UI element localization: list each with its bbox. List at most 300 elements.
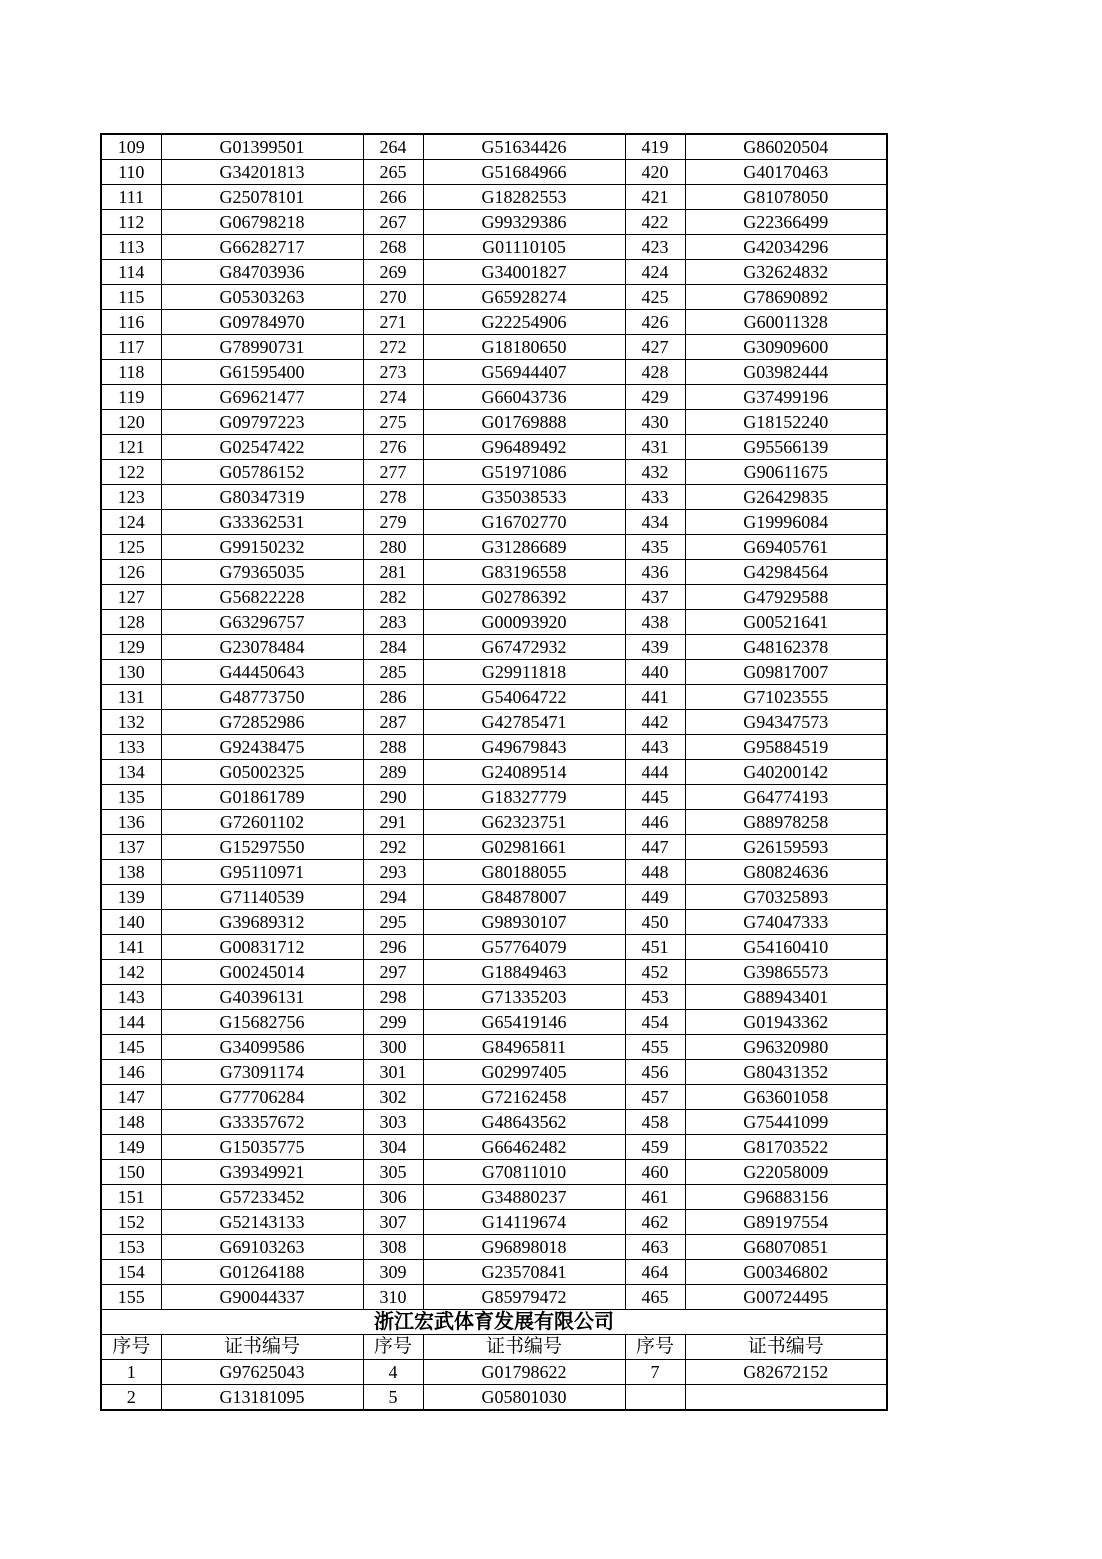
serial-number-cell: 426 <box>625 310 685 335</box>
certificate-number-cell: G15297550 <box>161 835 363 860</box>
certificate-number-cell: G70811010 <box>423 1160 625 1185</box>
table-row <box>101 935 887 960</box>
certificate-number-cell: G65419146 <box>423 1010 625 1035</box>
serial-number-cell: 142 <box>101 960 161 985</box>
certificate-number-cell: G09784970 <box>161 310 363 335</box>
certificate-number-cell: G77706284 <box>161 1085 363 1110</box>
certificate-number-cell: G37499196 <box>685 385 887 410</box>
serial-number-cell: 285 <box>363 660 423 685</box>
serial-number-cell: 114 <box>101 260 161 285</box>
serial-number-cell: 149 <box>101 1135 161 1160</box>
serial-number-cell: 424 <box>625 260 685 285</box>
certificate-number-cell: G86020504 <box>685 134 887 160</box>
serial-number-cell: 276 <box>363 435 423 460</box>
serial-number-cell: 302 <box>363 1085 423 1110</box>
table-row <box>101 1160 887 1185</box>
certificate-number-cell: G56822228 <box>161 585 363 610</box>
table-row <box>101 910 887 935</box>
serial-number-cell: 287 <box>363 710 423 735</box>
serial-number-cell: 437 <box>625 585 685 610</box>
certificate-number-cell: G61595400 <box>161 360 363 385</box>
certificate-number-cell: G49679843 <box>423 735 625 760</box>
serial-number-cell: 146 <box>101 1060 161 1085</box>
serial-number-cell: 125 <box>101 535 161 560</box>
serial-number-cell: 435 <box>625 535 685 560</box>
serial-number-cell: 284 <box>363 635 423 660</box>
serial-number-cell: 462 <box>625 1210 685 1235</box>
certificate-number-cell: G72162458 <box>423 1085 625 1110</box>
serial-number-cell: 7 <box>625 1360 685 1385</box>
certificate-number-cell: G26429835 <box>685 485 887 510</box>
certificate-number-cell: G02547422 <box>161 435 363 460</box>
certificate-number-cell: G01798622 <box>423 1360 625 1385</box>
serial-number-cell: 141 <box>101 935 161 960</box>
certificate-number-cell: G95566139 <box>685 435 887 460</box>
certificate-number-cell: G81078050 <box>685 185 887 210</box>
certificate-number-cell: G01264188 <box>161 1260 363 1285</box>
table-row <box>101 585 887 610</box>
certificate-number-cell: G02997405 <box>423 1060 625 1085</box>
serial-number-cell: 432 <box>625 460 685 485</box>
serial-number-cell: 433 <box>625 485 685 510</box>
serial-number-cell: 273 <box>363 360 423 385</box>
column-header-row <box>101 1335 887 1360</box>
serial-number-cell: 117 <box>101 335 161 360</box>
certificate-number-cell: G16702770 <box>423 510 625 535</box>
certificate-number-cell: G48162378 <box>685 635 887 660</box>
table-row <box>101 210 887 235</box>
certificate-number-cell: G54064722 <box>423 685 625 710</box>
certificate-number-cell: G56944407 <box>423 360 625 385</box>
certificate-number-cell: G81703522 <box>685 1135 887 1160</box>
certificate-number-cell: G01769888 <box>423 410 625 435</box>
serial-number-cell: 448 <box>625 860 685 885</box>
table-row <box>101 1385 887 1411</box>
certificate-number-cell: G44450643 <box>161 660 363 685</box>
certificate-number-cell: G57233452 <box>161 1185 363 1210</box>
certificate-number-cell: G14119674 <box>423 1210 625 1235</box>
certificate-number-cell: G33357672 <box>161 1110 363 1135</box>
certificate-number-header: 证书编号 <box>423 1335 625 1360</box>
serial-number-header: 序号 <box>101 1335 161 1360</box>
certificate-number-cell: G82672152 <box>685 1360 887 1385</box>
serial-number-cell: 438 <box>625 610 685 635</box>
table-row <box>101 960 887 985</box>
table-row <box>101 1235 887 1260</box>
serial-number-cell: 420 <box>625 160 685 185</box>
table-row <box>101 835 887 860</box>
certificate-number-cell: G34099586 <box>161 1035 363 1060</box>
certificate-number-cell: G83196558 <box>423 560 625 585</box>
certificate-list-body <box>101 134 887 1310</box>
certificate-number-cell: G69621477 <box>161 385 363 410</box>
certificate-number-cell: G62323751 <box>423 810 625 835</box>
serial-number-cell: 123 <box>101 485 161 510</box>
certificate-number-cell: G15035775 <box>161 1135 363 1160</box>
certificate-number-cell: G01110105 <box>423 235 625 260</box>
serial-number-cell: 461 <box>625 1185 685 1210</box>
certificate-number-cell: G18152240 <box>685 410 887 435</box>
serial-number-cell: 425 <box>625 285 685 310</box>
serial-number-cell: 140 <box>101 910 161 935</box>
certificate-number-cell: G78690892 <box>685 285 887 310</box>
certificate-number-cell: G03982444 <box>685 360 887 385</box>
serial-number-cell: 144 <box>101 1010 161 1035</box>
serial-number-cell: 442 <box>625 710 685 735</box>
serial-number-cell: 297 <box>363 960 423 985</box>
serial-number-cell: 283 <box>363 610 423 635</box>
certificate-number-cell: G40396131 <box>161 985 363 1010</box>
certificate-number-cell: G96883156 <box>685 1185 887 1210</box>
certificate-number-cell: G01399501 <box>161 134 363 160</box>
table-row <box>101 460 887 485</box>
certificate-number-cell: G26159593 <box>685 835 887 860</box>
certificate-number-cell: G23570841 <box>423 1260 625 1285</box>
serial-number-cell: 130 <box>101 660 161 685</box>
serial-number-cell: 296 <box>363 935 423 960</box>
serial-number-cell: 452 <box>625 960 685 985</box>
serial-number-cell: 133 <box>101 735 161 760</box>
certificate-number-cell: G51634426 <box>423 134 625 160</box>
serial-number-cell: 145 <box>101 1035 161 1060</box>
certificate-number-cell: G18180650 <box>423 335 625 360</box>
certificate-number-cell: G23078484 <box>161 635 363 660</box>
serial-number-cell: 5 <box>363 1385 423 1411</box>
certificate-number-cell: G00346802 <box>685 1260 887 1285</box>
certificate-number-cell: G05002325 <box>161 760 363 785</box>
table-row <box>101 610 887 635</box>
serial-number-cell: 118 <box>101 360 161 385</box>
serial-number-cell: 270 <box>363 285 423 310</box>
certificate-number-cell: G78990731 <box>161 335 363 360</box>
serial-number-cell: 135 <box>101 785 161 810</box>
serial-number-cell: 294 <box>363 885 423 910</box>
certificate-number-cell: G97625043 <box>161 1360 363 1385</box>
certificate-number-cell: G98930107 <box>423 910 625 935</box>
table-row <box>101 1010 887 1035</box>
serial-number-cell: 451 <box>625 935 685 960</box>
certificate-number-cell: G40200142 <box>685 760 887 785</box>
serial-number-cell: 110 <box>101 160 161 185</box>
certificate-number-cell: G69103263 <box>161 1235 363 1260</box>
serial-number-cell: 137 <box>101 835 161 860</box>
serial-number-cell: 299 <box>363 1010 423 1035</box>
certificate-number-cell: G42034296 <box>685 235 887 260</box>
table-row <box>101 1060 887 1085</box>
certificate-number-cell: G01943362 <box>685 1010 887 1035</box>
serial-number-cell: 434 <box>625 510 685 535</box>
serial-number-cell: 129 <box>101 635 161 660</box>
table-row <box>101 134 887 160</box>
certificate-number-cell: G66282717 <box>161 235 363 260</box>
serial-number-cell: 290 <box>363 785 423 810</box>
certificate-number-cell: G48773750 <box>161 685 363 710</box>
certificate-number-cell: G18849463 <box>423 960 625 985</box>
serial-number-cell: 154 <box>101 1260 161 1285</box>
certificate-number-cell: G63601058 <box>685 1085 887 1110</box>
serial-number-cell: 305 <box>363 1160 423 1185</box>
serial-number-cell: 148 <box>101 1110 161 1135</box>
serial-number-cell: 306 <box>363 1185 423 1210</box>
certificate-number-cell: G94347573 <box>685 710 887 735</box>
certificate-number-cell: G99329386 <box>423 210 625 235</box>
serial-number-cell: 265 <box>363 160 423 185</box>
table-row <box>101 160 887 185</box>
certificate-number-cell: G34880237 <box>423 1185 625 1210</box>
serial-number-cell: 2 <box>101 1385 161 1411</box>
certificate-number-cell: G52143133 <box>161 1210 363 1235</box>
serial-number-cell: 153 <box>101 1235 161 1260</box>
serial-number-cell <box>625 1385 685 1411</box>
certificate-number-cell: G00724495 <box>685 1285 887 1310</box>
certificate-number-cell: G42984564 <box>685 560 887 585</box>
table-row <box>101 1085 887 1110</box>
certificate-number-cell: G22254906 <box>423 310 625 335</box>
certificate-number-cell: G96320980 <box>685 1035 887 1060</box>
serial-number-cell: 459 <box>625 1135 685 1160</box>
serial-number-cell: 131 <box>101 685 161 710</box>
certificate-number-cell: G90611675 <box>685 460 887 485</box>
table-row <box>101 335 887 360</box>
table-row <box>101 1360 887 1385</box>
certificate-number-cell: G80431352 <box>685 1060 887 1085</box>
certificate-number-cell: G80188055 <box>423 860 625 885</box>
certificate-number-cell: G90044337 <box>161 1285 363 1310</box>
certificate-number-cell: G69405761 <box>685 535 887 560</box>
serial-number-cell: 280 <box>363 535 423 560</box>
table-row <box>101 635 887 660</box>
table-row <box>101 560 887 585</box>
certificate-number-cell: G80347319 <box>161 485 363 510</box>
certificate-number-cell: G18282553 <box>423 185 625 210</box>
serial-number-cell: 4 <box>363 1360 423 1385</box>
certificate-number-cell: G79365035 <box>161 560 363 585</box>
certificate-number-cell: G09797223 <box>161 410 363 435</box>
serial-number-header: 序号 <box>625 1335 685 1360</box>
serial-number-cell: 453 <box>625 985 685 1010</box>
certificate-number-cell: G42785471 <box>423 710 625 735</box>
table-row <box>101 310 887 335</box>
certificate-number-cell: G05786152 <box>161 460 363 485</box>
certificate-number-cell: G71335203 <box>423 985 625 1010</box>
certificate-number-cell: G35038533 <box>423 485 625 510</box>
certificate-number-cell: G85979472 <box>423 1285 625 1310</box>
serial-number-cell: 134 <box>101 760 161 785</box>
certificate-number-cell: G60011328 <box>685 310 887 335</box>
serial-number-header: 序号 <box>363 1335 423 1360</box>
table-row <box>101 535 887 560</box>
serial-number-cell: 465 <box>625 1285 685 1310</box>
serial-number-cell: 307 <box>363 1210 423 1235</box>
table-row <box>101 710 887 735</box>
certificate-number-cell: G15682756 <box>161 1010 363 1035</box>
serial-number-cell: 286 <box>363 685 423 710</box>
certificate-number-cell: G01861789 <box>161 785 363 810</box>
serial-number-cell: 440 <box>625 660 685 685</box>
table-row <box>101 410 887 435</box>
serial-number-cell: 121 <box>101 435 161 460</box>
certificate-number-cell: G18327779 <box>423 785 625 810</box>
serial-number-cell: 269 <box>363 260 423 285</box>
serial-number-cell: 436 <box>625 560 685 585</box>
certificate-number-cell: G96489492 <box>423 435 625 460</box>
serial-number-cell: 295 <box>363 910 423 935</box>
serial-number-cell: 421 <box>625 185 685 210</box>
certificate-number-cell: G09817007 <box>685 660 887 685</box>
table-row <box>101 785 887 810</box>
serial-number-cell: 422 <box>625 210 685 235</box>
serial-number-cell: 282 <box>363 585 423 610</box>
serial-number-cell: 152 <box>101 1210 161 1235</box>
certificate-number-cell: G66043736 <box>423 385 625 410</box>
company-title-row <box>101 1310 887 1335</box>
certificate-number-cell: G51971086 <box>423 460 625 485</box>
table-row <box>101 485 887 510</box>
serial-number-cell: 427 <box>625 335 685 360</box>
certificate-number-cell: G13181095 <box>161 1385 363 1411</box>
serial-number-cell: 272 <box>363 335 423 360</box>
serial-number-cell: 445 <box>625 785 685 810</box>
serial-number-cell: 279 <box>363 510 423 535</box>
certificate-number-cell: G84965811 <box>423 1035 625 1060</box>
table-row <box>101 385 887 410</box>
certificate-number-cell: G00245014 <box>161 960 363 985</box>
serial-number-cell: 138 <box>101 860 161 885</box>
company-section <box>101 1310 887 1411</box>
serial-number-cell: 116 <box>101 310 161 335</box>
certificate-number-cell: G32624832 <box>685 260 887 285</box>
serial-number-cell: 266 <box>363 185 423 210</box>
certificate-number-cell: G00093920 <box>423 610 625 635</box>
serial-number-cell: 128 <box>101 610 161 635</box>
certificate-number-cell: G92438475 <box>161 735 363 760</box>
certificate-number-cell: G30909600 <box>685 335 887 360</box>
certificate-number-cell: G40170463 <box>685 160 887 185</box>
certificate-number-cell: G47929588 <box>685 585 887 610</box>
certificate-number-cell: G39865573 <box>685 960 887 985</box>
certificate-number-cell: G65928274 <box>423 285 625 310</box>
serial-number-cell: 450 <box>625 910 685 935</box>
certificate-number-cell: G73091174 <box>161 1060 363 1085</box>
certificate-number-cell: G24089514 <box>423 760 625 785</box>
table-row <box>101 1110 887 1135</box>
certificate-number-cell: G22058009 <box>685 1160 887 1185</box>
certificate-number-cell: G96898018 <box>423 1235 625 1260</box>
serial-number-cell: 268 <box>363 235 423 260</box>
certificate-number-cell: G68070851 <box>685 1235 887 1260</box>
serial-number-cell: 441 <box>625 685 685 710</box>
serial-number-cell: 127 <box>101 585 161 610</box>
table-row <box>101 760 887 785</box>
serial-number-cell: 112 <box>101 210 161 235</box>
certificate-number-cell: G72601102 <box>161 810 363 835</box>
table-row <box>101 185 887 210</box>
table-row <box>101 735 887 760</box>
serial-number-cell: 300 <box>363 1035 423 1060</box>
table-row <box>101 285 887 310</box>
serial-number-cell: 430 <box>625 410 685 435</box>
certificate-number-cell: G19996084 <box>685 510 887 535</box>
certificate-number-cell: G72852986 <box>161 710 363 735</box>
serial-number-cell: 109 <box>101 134 161 160</box>
certificate-number-cell: G06798218 <box>161 210 363 235</box>
serial-number-cell: 460 <box>625 1160 685 1185</box>
certificate-number-cell: G67472932 <box>423 635 625 660</box>
serial-number-cell: 449 <box>625 885 685 910</box>
certificate-number-cell: G88978258 <box>685 810 887 835</box>
certificate-number-cell: G25078101 <box>161 185 363 210</box>
serial-number-cell: 298 <box>363 985 423 1010</box>
serial-number-cell: 120 <box>101 410 161 435</box>
serial-number-cell: 267 <box>363 210 423 235</box>
serial-number-cell: 446 <box>625 810 685 835</box>
table-row <box>101 810 887 835</box>
serial-number-cell: 309 <box>363 1260 423 1285</box>
serial-number-cell: 288 <box>363 735 423 760</box>
serial-number-cell: 143 <box>101 985 161 1010</box>
serial-number-cell: 419 <box>625 134 685 160</box>
table-row <box>101 360 887 385</box>
serial-number-cell: 447 <box>625 835 685 860</box>
serial-number-cell: 275 <box>363 410 423 435</box>
certificate-number-cell: G75441099 <box>685 1110 887 1135</box>
serial-number-cell: 429 <box>625 385 685 410</box>
certificate-number-cell: G80824636 <box>685 860 887 885</box>
certificate-number-cell: G84878007 <box>423 885 625 910</box>
certificate-number-cell: G39349921 <box>161 1160 363 1185</box>
serial-number-cell: 303 <box>363 1110 423 1135</box>
serial-number-cell: 458 <box>625 1110 685 1135</box>
serial-number-cell: 277 <box>363 460 423 485</box>
serial-number-cell: 457 <box>625 1085 685 1110</box>
serial-number-cell: 274 <box>363 385 423 410</box>
certificate-number-cell: G71140539 <box>161 885 363 910</box>
table-row <box>101 885 887 910</box>
certificate-number-cell <box>685 1385 887 1411</box>
certificate-number-cell: G31286689 <box>423 535 625 560</box>
serial-number-cell: 132 <box>101 710 161 735</box>
table-row <box>101 1185 887 1210</box>
certificate-number-header: 证书编号 <box>685 1335 887 1360</box>
serial-number-cell: 111 <box>101 185 161 210</box>
serial-number-cell: 310 <box>363 1285 423 1310</box>
serial-number-cell: 122 <box>101 460 161 485</box>
table-row <box>101 1135 887 1160</box>
serial-number-cell: 271 <box>363 310 423 335</box>
certificate-number-cell: G05801030 <box>423 1385 625 1411</box>
certificate-number-cell: G95884519 <box>685 735 887 760</box>
certificate-number-cell: G70325893 <box>685 885 887 910</box>
serial-number-cell: 293 <box>363 860 423 885</box>
serial-number-cell: 289 <box>363 760 423 785</box>
serial-number-cell: 428 <box>625 360 685 385</box>
serial-number-cell: 155 <box>101 1285 161 1310</box>
table-row <box>101 510 887 535</box>
certificate-number-cell: G33362531 <box>161 510 363 535</box>
serial-number-cell: 464 <box>625 1260 685 1285</box>
serial-number-cell: 136 <box>101 810 161 835</box>
certificate-number-cell: G95110971 <box>161 860 363 885</box>
certificate-number-cell: G02981661 <box>423 835 625 860</box>
certificate-number-cell: G00831712 <box>161 935 363 960</box>
serial-number-cell: 439 <box>625 635 685 660</box>
table-row <box>101 1285 887 1310</box>
serial-number-cell: 291 <box>363 810 423 835</box>
certificate-number-cell: G64774193 <box>685 785 887 810</box>
certificate-number-cell: G54160410 <box>685 935 887 960</box>
serial-number-cell: 278 <box>363 485 423 510</box>
certificate-number-cell: G84703936 <box>161 260 363 285</box>
